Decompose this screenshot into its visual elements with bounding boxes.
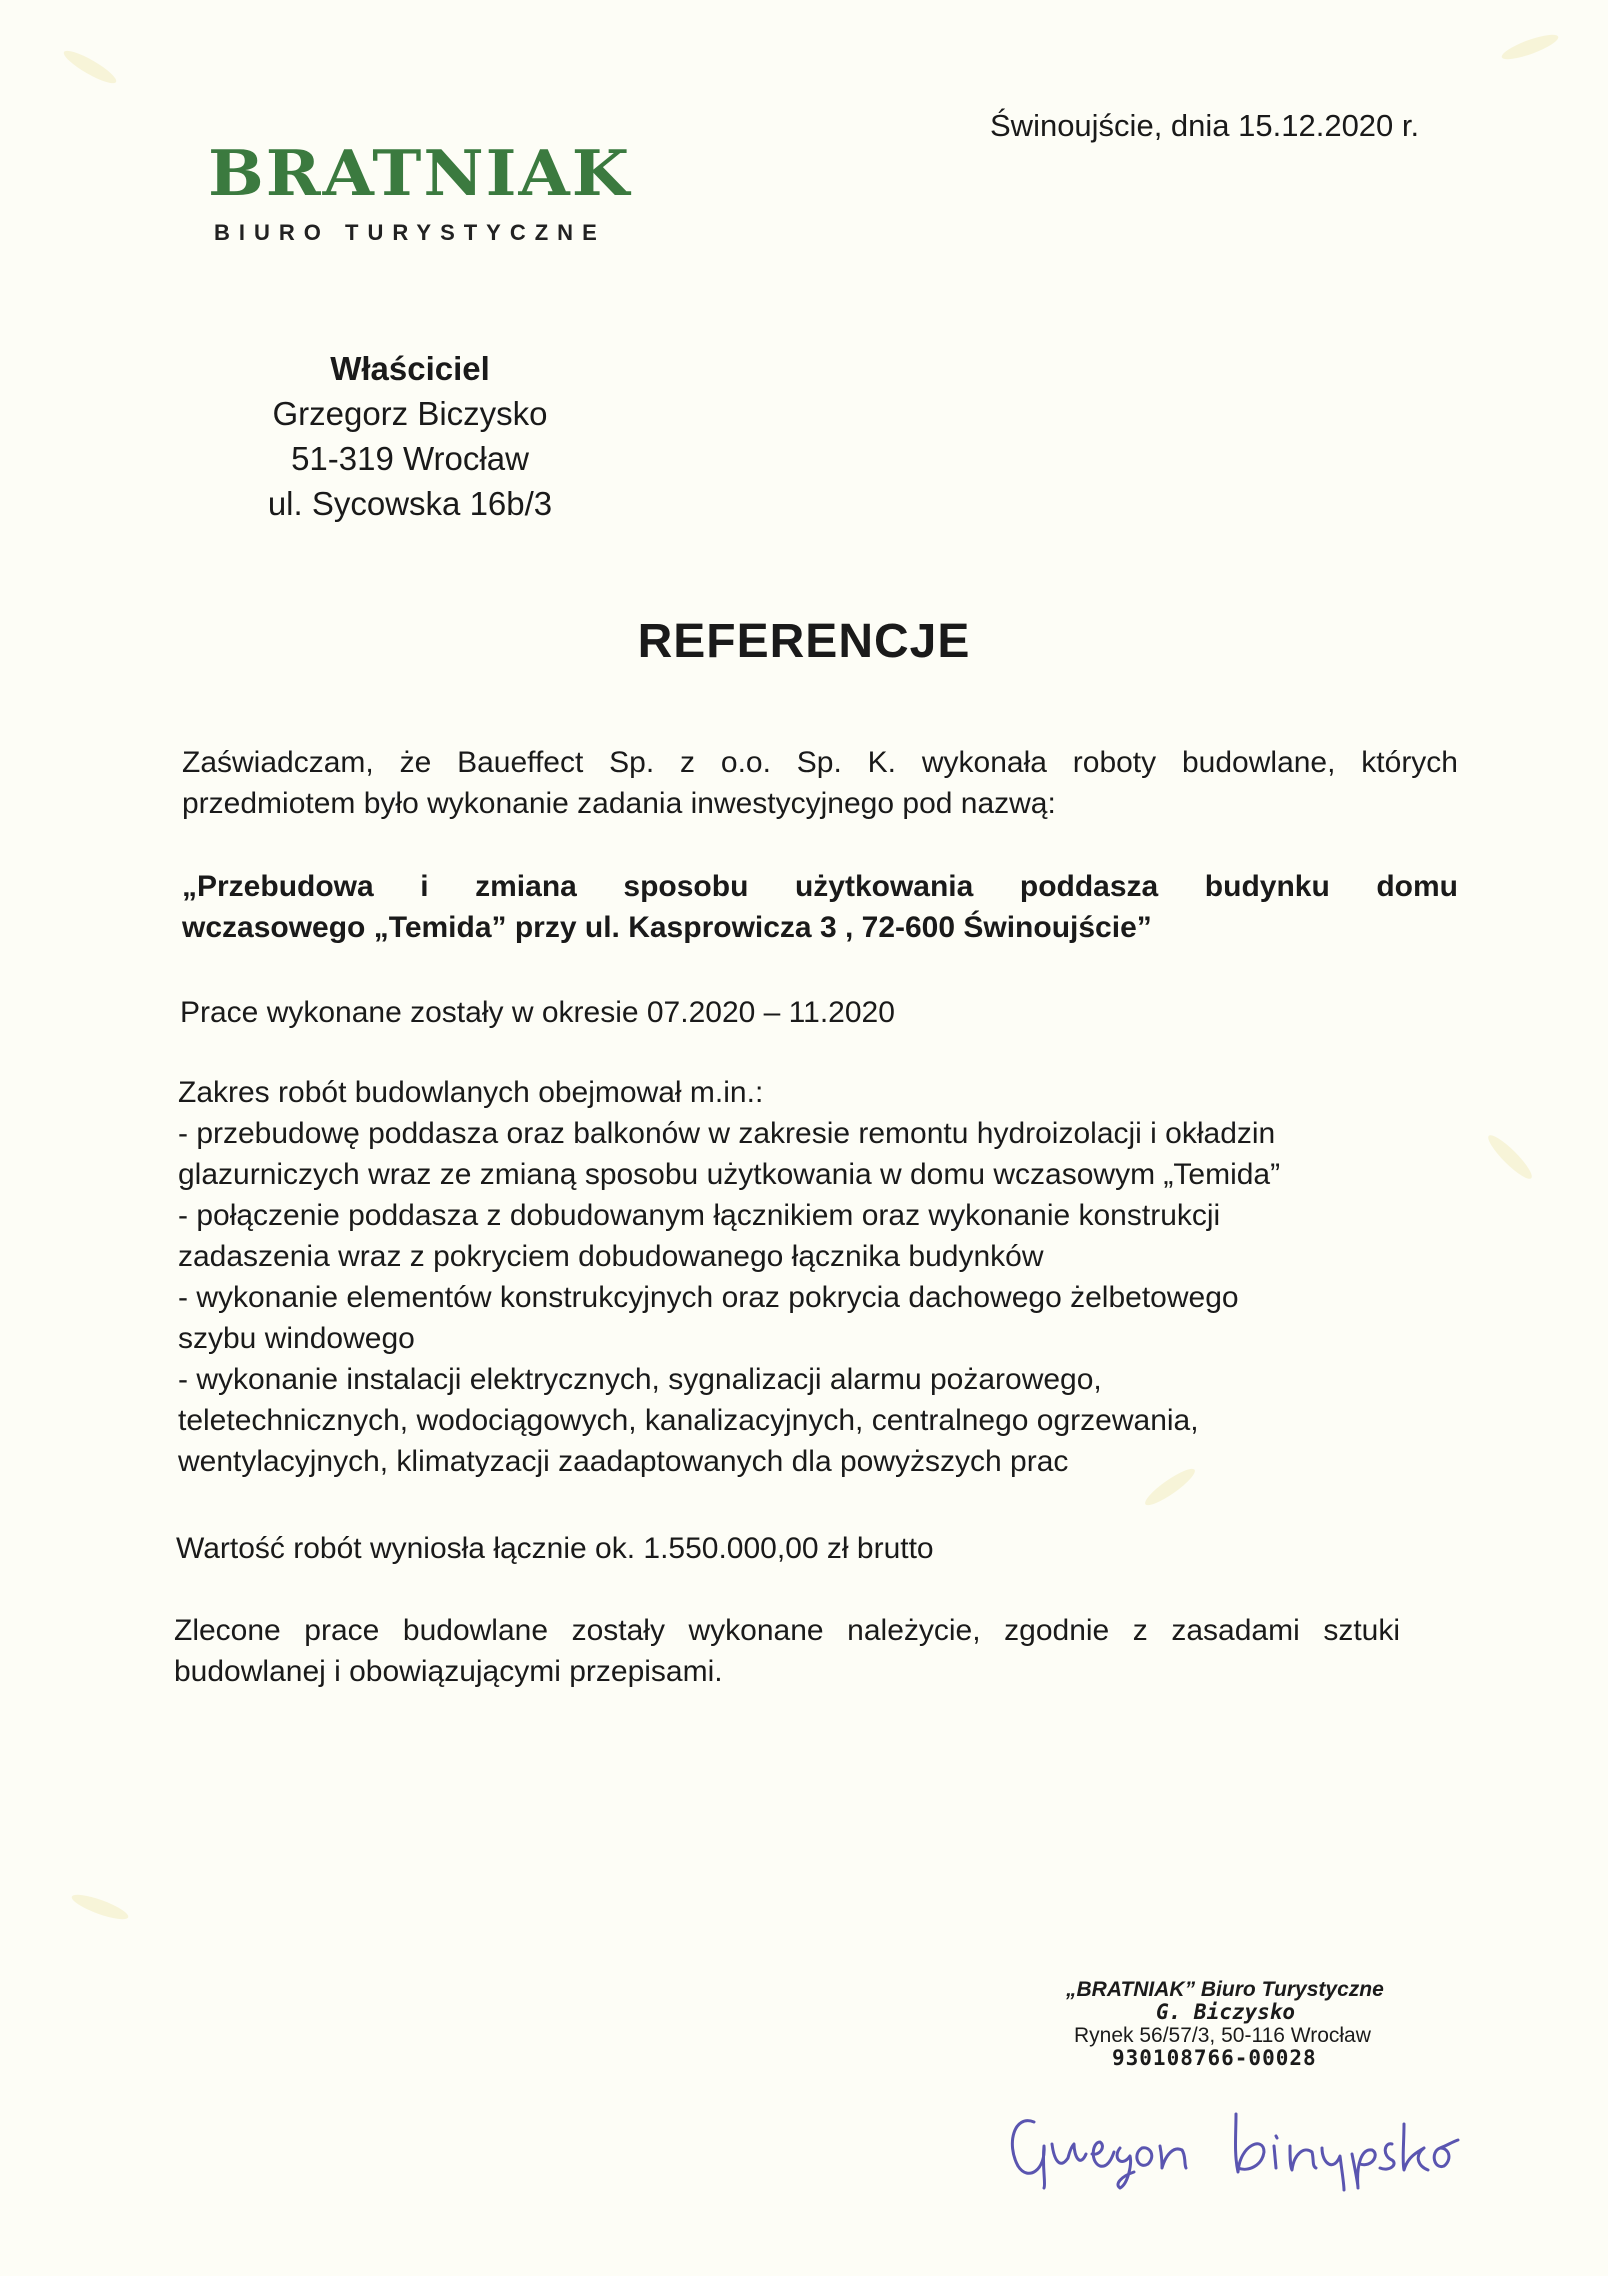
paper-watermark (69, 1890, 130, 1924)
company-logo-subtitle: BIURO TURYSTYCZNE (214, 220, 606, 245)
paper-watermark (1484, 1131, 1536, 1183)
project-name-line-1: „Przebudowa i zmiana sposobu użytkowania poddasza budynku domu (182, 870, 1458, 903)
intro-line-2: przedmiotem było wykonanie zadania inwestycyjnego pod nazwą: (182, 787, 1056, 820)
recipient-street: ul. Sycowska 16b/3 (267, 485, 553, 522)
paper-watermark (1499, 30, 1560, 64)
scope-line: - wykonanie instalacji elektrycznych, sygnalizacji alarmu pożarowego, (178, 1363, 1102, 1396)
closing-line-2: budowlanej i obowiązującymi przepisami. (174, 1655, 723, 1688)
work-period: Prace wykonane zostały w okresie 07.2020 – 11.2020 (180, 996, 895, 1029)
letter-date: Świnoujście, dnia 15.12.2020 r. (990, 108, 1420, 143)
company-logo: BRATNIAK (208, 135, 632, 211)
recipient-name: Grzegorz Biczysko (272, 395, 548, 432)
recipient-city: 51-319 Wrocław (291, 440, 529, 477)
scope-section (178, 1072, 1468, 1482)
stamp-line: G. Biczysko (1156, 2000, 1296, 2024)
document-title: REFERENCJE (637, 615, 971, 668)
scope-heading: Zakres robót budowlanych obejmował m.in.: (178, 1076, 764, 1109)
scope-line: - wykonanie elementów konstrukcyjnych oraz pokrycia dachowego żelbetowego (178, 1281, 1239, 1314)
stamp-line: 930108766-00028 (1112, 2046, 1317, 2070)
work-value: Wartość robót wyniosła łącznie ok. 1.550.000,00 zł brutto (176, 1532, 934, 1565)
scope-line: teletechnicznych, wodociągowych, kanalizacyjnych, centralnego ogrzewania, (178, 1404, 1199, 1437)
recipient-block (240, 346, 580, 526)
handwritten-signature (1000, 2084, 1520, 2194)
company-stamp (1066, 1978, 1446, 2070)
scope-line: glazurniczych wraz ze zmianą sposobu użytkowania w domu wczasowym „Temida” (178, 1158, 1281, 1191)
stamp-line: „BRATNIAK” Biuro Turystyczne (1066, 1978, 1384, 2001)
scope-line: wentylacyjnych, klimatyzacji zaadaptowanych dla powyższych prac (178, 1445, 1069, 1478)
scope-line: szybu windowego (178, 1322, 415, 1355)
scope-line: - przebudowę poddasza oraz balkonów w zakresie remontu hydroizolacji i okładzin (178, 1117, 1276, 1150)
intro-line-1: Zaświadczam, że Baueffect Sp. z o.o. Sp. K. wykonała roboty budowlane, których (182, 746, 1458, 779)
scope-line: - połączenie poddasza z dobudowanym łącznikiem oraz wykonanie konstrukcji (178, 1199, 1221, 1232)
paper-watermark (61, 46, 120, 88)
scope-line: zadaszenia wraz z pokryciem dobudowanego łącznika budynków (178, 1240, 1044, 1273)
closing-line-1: Zlecone prace budowlane zostały wykonane należycie, zgodnie z zasadami sztuki (174, 1614, 1400, 1647)
project-name-line-2: wczasowego „Temida” przy ul. Kasprowicza 3 , 72-600 Świnoujście” (182, 911, 1152, 944)
recipient-role: Właściciel (330, 350, 490, 387)
stamp-line: Rynek 56/57/3, 50-116 Wrocław (1074, 2024, 1371, 2047)
